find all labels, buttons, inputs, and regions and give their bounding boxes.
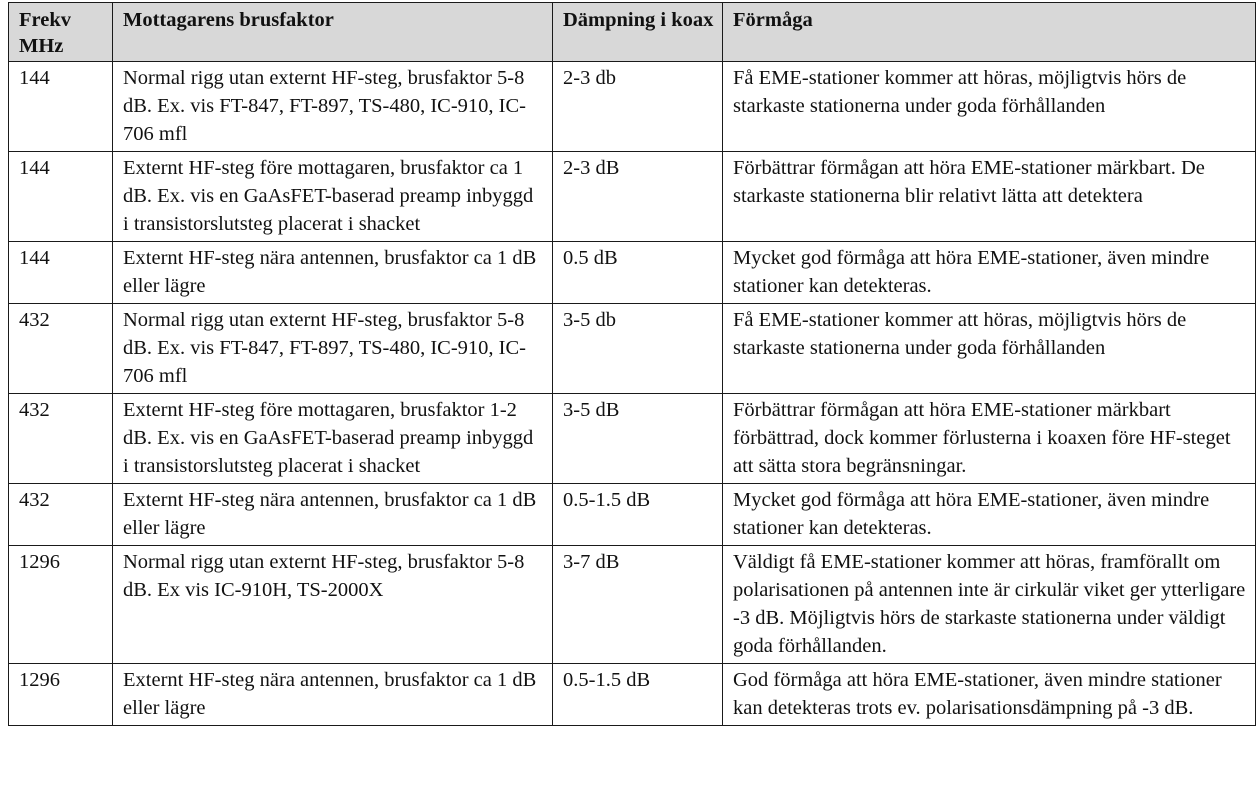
cell-freq: 432	[9, 484, 113, 546]
cell-ability: Förbättrar förmågan att höra EME-stationer märkbart förbättrad, dock kommer förlusterna i koaxen före HF-steget att sätta stora begränsningar.	[723, 394, 1256, 484]
cell-freq: 144	[9, 242, 113, 304]
cell-noise: Externt HF-steg nära antennen, brusfaktor ca 1 dB eller lägre	[113, 484, 553, 546]
cell-freq: 432	[9, 304, 113, 394]
cell-ability: Mycket god förmåga att höra EME-stationer, även mindre stationer kan detekteras.	[723, 242, 1256, 304]
cell-noise: Normal rigg utan externt HF-steg, brusfaktor 5-8 dB. Ex. vis FT-847, FT-897, TS-480, IC-910, IC-706 mfl	[113, 62, 553, 152]
cell-ability: Få EME-stationer kommer att höras, möjligtvis hörs de starkaste stationerna under goda förhållanden	[723, 304, 1256, 394]
cell-damping: 0.5 dB	[553, 242, 723, 304]
cell-damping: 0.5-1.5 dB	[553, 664, 723, 726]
table-row	[9, 152, 1256, 242]
cell-damping: 3-5 db	[553, 304, 723, 394]
cell-ability: Väldigt få EME-stationer kommer att höras, framförallt om polarisationen på antennen inte är cirkulär viket ger ytterligare -3 dB. Möjligtvis hörs de starkaste stationerna under väldigt goda förhållanden.	[723, 546, 1256, 664]
cell-ability: God förmåga att höra EME-stationer, även mindre stationer kan detekteras trots ev. polarisationsdämpning på -3 dB.	[723, 664, 1256, 726]
cell-freq: 144	[9, 62, 113, 152]
table-row	[9, 394, 1256, 484]
cell-freq: 1296	[9, 546, 113, 664]
table-row	[9, 484, 1256, 546]
cell-noise: Normal rigg utan externt HF-steg, brusfaktor 5-8 dB. Ex vis IC-910H, TS-2000X	[113, 546, 553, 664]
table-row	[9, 242, 1256, 304]
header-damping: Dämpning i koax	[553, 3, 723, 62]
cell-damping: 2-3 db	[553, 62, 723, 152]
eme-receiver-table	[8, 2, 1256, 726]
cell-damping: 3-5 dB	[553, 394, 723, 484]
cell-freq: 144	[9, 152, 113, 242]
table-row	[9, 546, 1256, 664]
cell-noise: Externt HF-steg före mottagaren, brusfaktor ca 1 dB. Ex. vis en GaAsFET-baserad preamp inbyggd i transistorslutsteg placerat i shacket	[113, 152, 553, 242]
table-row	[9, 62, 1256, 152]
cell-freq: 1296	[9, 664, 113, 726]
header-freq: Frekv MHz	[9, 3, 113, 62]
cell-ability: Förbättrar förmågan att höra EME-stationer märkbart. De starkaste stationerna blir relativt lätta att detektera	[723, 152, 1256, 242]
cell-ability: Mycket god förmåga att höra EME-stationer, även mindre stationer kan detekteras.	[723, 484, 1256, 546]
table-header-row	[9, 3, 1256, 62]
cell-freq: 432	[9, 394, 113, 484]
cell-damping: 3-7 dB	[553, 546, 723, 664]
table-row	[9, 304, 1256, 394]
cell-noise: Externt HF-steg före mottagaren, brusfaktor 1-2 dB. Ex. vis en GaAsFET-baserad preamp inbyggd i transistorslutsteg placerat i shacket	[113, 394, 553, 484]
cell-ability: Få EME-stationer kommer att höras, möjligtvis hörs de starkaste stationerna under goda förhållanden	[723, 62, 1256, 152]
header-noise: Mottagarens brusfaktor	[113, 3, 553, 62]
cell-noise: Normal rigg utan externt HF-steg, brusfaktor 5-8 dB. Ex. vis FT-847, FT-897, TS-480, IC-910, IC-706 mfl	[113, 304, 553, 394]
cell-noise: Externt HF-steg nära antennen, brusfaktor ca 1 dB eller lägre	[113, 242, 553, 304]
header-ability: Förmåga	[723, 3, 1256, 62]
cell-noise: Externt HF-steg nära antennen, brusfaktor ca 1 dB eller lägre	[113, 664, 553, 726]
table-row	[9, 664, 1256, 726]
cell-damping: 2-3 dB	[553, 152, 723, 242]
cell-damping: 0.5-1.5 dB	[553, 484, 723, 546]
